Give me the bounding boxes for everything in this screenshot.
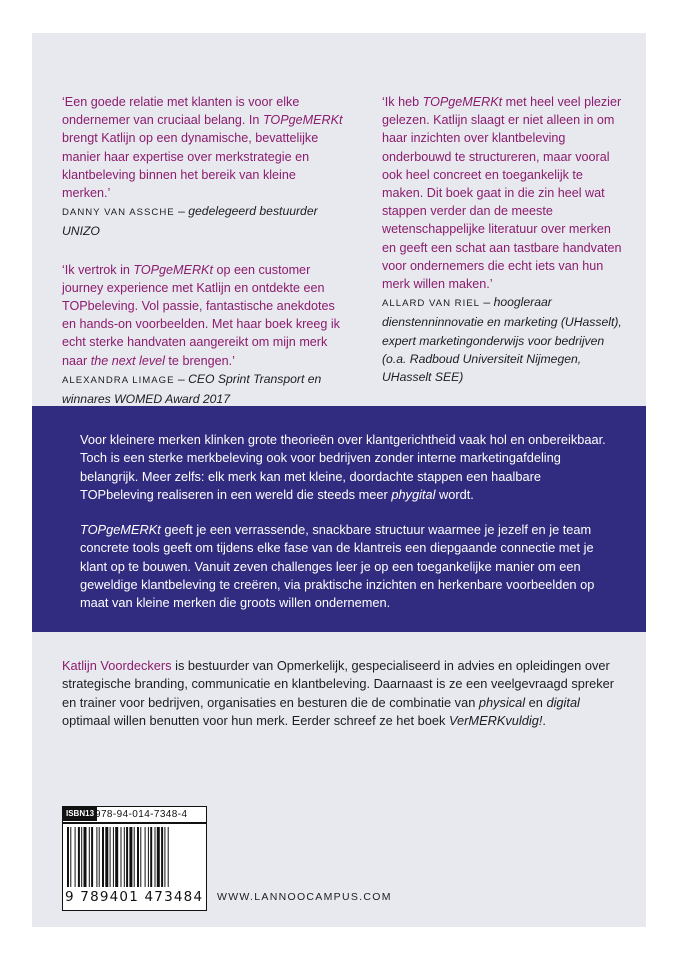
barcode-bar [126,827,128,887]
barcode-bar [145,827,146,887]
barcode-bar [89,827,90,887]
barcode-bar [115,827,118,887]
isbn-number: 978-94-014-7348-4 [95,809,188,820]
isbn-label: ISBN13 [63,807,97,821]
barcode-bar [140,827,141,887]
barcode-bar [84,827,87,887]
barcode-bar [113,827,114,887]
quote-sprint-transport: ‘Ik vertrok in TOPgeMERKt op een customer journey experience met Katlijn en ontdekte een TOPbeleving. Vol passie, fantastische anekdotes en hands-on voorbeelden. Met haar boek kreeg ik echt sterke handvaten aangereikt om mijn merk naar the next level te brengen.’ [62,262,340,368]
barcode-bar [91,827,93,887]
barcode-bar [161,827,163,887]
quote-attribution: DANNY VAN ASSCHE – gedelegeerd bestuurder UNIZO [62,204,318,239]
barcode-bar [150,827,152,887]
barcode-bar [155,827,156,887]
barcode-bar [164,827,165,887]
barcode-digits: 9 789401 473484 [65,889,204,905]
barcode-bar [102,827,104,887]
barcode-bar [78,827,80,887]
divider [63,822,206,824]
quote-attribution: ALLARD VAN RIEL – hoogleraar dienstenninnovatie en marketing (UHasselt), expert marketingonderwijs voor bedrijven (o.a. Radboud Universiteit Nijmegen, UHasselt SEE) [382,295,622,385]
barcode-icon [67,827,202,889]
quote-unizo: ‘Een goede relatie met klanten is voor elke ondernemer van cruciaal belang. In TOPgeMERKt brengt Katlijn op een dynamische, bevattelijke manier haar expertise over merkstrategie en klantbeleving binnen het bereik van kleine merken.’ [62,95,343,201]
barcode-bar [70,827,71,887]
barcode-bar [99,827,100,887]
barcode-bar [124,827,125,887]
blurb-paragraph: Voor kleinere merken klinken grote theorieën over klantgerichtheid vaak hol en onbereikbaar. Toch is een sterke merkbeleving ook voor bedrijven zonder interne marketingafdeling belangrijk. Meer zelfs: elk merk kan met kleine, doordachte stappen een haalbare TOPbeleving realiseren in een wereld die steeds meer phygital wordt. [80,432,606,502]
barcode-bar [81,827,82,887]
quotes-section [32,33,646,406]
blurb-text [80,431,610,630]
quote-attribution: ALEXANDRA LIMAGE – CEO Sprint Transport en winnares WOMED Award 2017 [62,371,322,407]
barcode-bar [75,827,76,887]
quote-uhasselt: ‘Ik heb TOPgeMERKt met heel veel plezier gelezen. Katlijn slaagt er niet alleen in om haar inzichten over klantbeleving onderbouwd te structureren, maar vooral ook heel concreet en toegankelijk te maken. Dit boek gaat in die zin heel wat stappen verder dan de meeste wetenschappelijke literatuur over merken en geeft een schat aan tastbare handvaten voor ondernemers die echt iets van hun merk willen maken.’ [382,95,622,292]
barcode-bar [67,827,69,887]
barcode-bar [134,827,135,887]
barcode-bar [137,827,139,887]
barcode-bar [121,827,122,887]
barcode-bar [129,827,132,887]
barcode-bar [110,827,111,887]
barcode-bar [105,827,108,887]
barcode-bar [157,827,160,887]
publisher-website: WWW.LANNOOCAMPUS.COM [217,891,392,903]
author-name: Katlijn Voordeckers [62,658,172,673]
barcode-bar [148,827,149,887]
isbn-barcode-box [62,806,207,911]
quotes-left-column [62,93,347,428]
blurb-paragraph: TOPgeMERKt geeft je een verrassende, snackbare structuur waarmee je jezelf en je team concrete tools geeft om tijdens elke fase van de klantreis een diepgaande connectie met je klant op te bouwen. Vanuit zeven challenges leer je op een toegankelijke manier om een geweldige klantbeleving te creëren, via praktische inzichten en herkenbare voorbeelden op maat van kleine merken die groots willen ondernemen. [80,522,595,611]
barcode-bar [168,827,169,887]
blurb-band [32,406,646,632]
quotes-right-column [382,93,627,406]
barcode-bar [96,827,97,887]
author-bio: Katlijn Voordeckers is bestuurder van Opmerkelijk, gespecialiseerd in advies en opleidingen over strategische branding, communicatie en klantbeleving. Daarnaast is ze een veelgevraagd spreker en trainer voor bedrijven, organisaties en besturen die de combinatie van physical en digital optimaal willen benutten voor hun merk. Eerder schreef ze het boek VerMERKvuldig!. [62,658,615,728]
